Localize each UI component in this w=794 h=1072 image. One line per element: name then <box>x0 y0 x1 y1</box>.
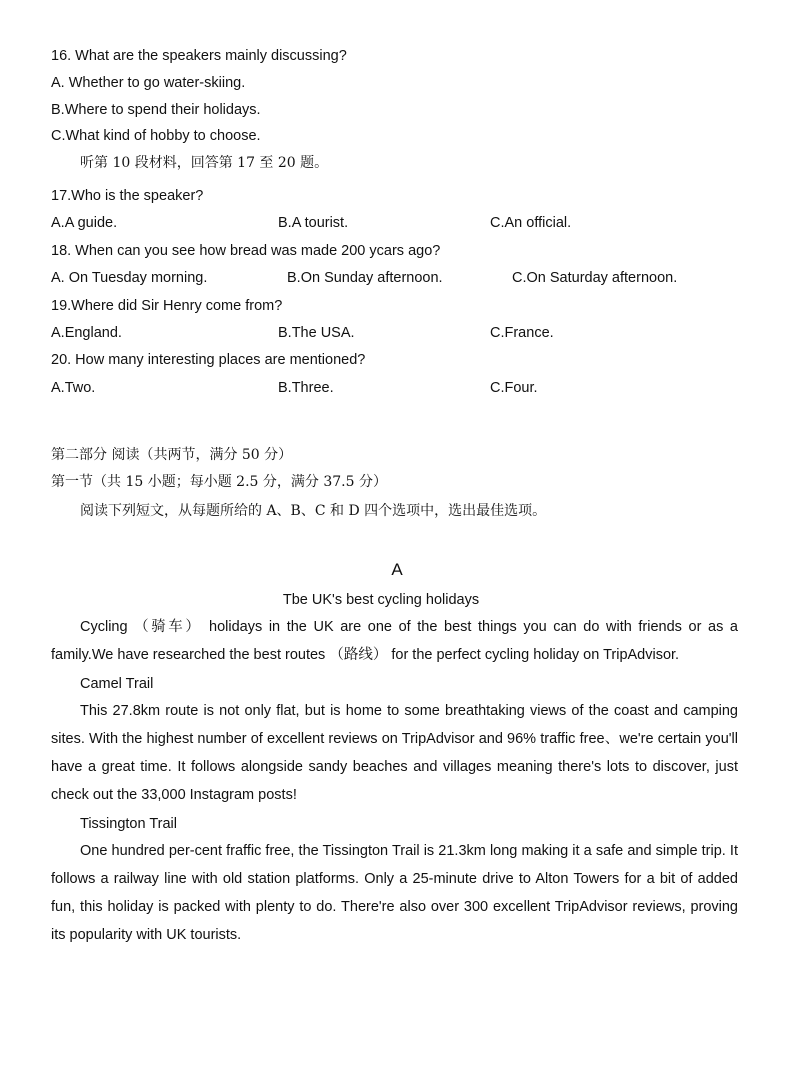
q17-option-a: A.A guide. <box>51 215 118 231</box>
q16-question: 16. What are the speakers mainly discussing? <box>51 48 347 64</box>
passage-letter: A <box>391 560 403 579</box>
q16-option-a: A. Whether to go water-skiing. <box>51 75 246 91</box>
reading-instruction: 阅读下列短文，从每题所给的 A、B、C 和 D 四个选项中，选出最佳选项。 <box>80 503 547 519</box>
q20-option-a: A.Two. <box>51 380 96 396</box>
q20-option-c: C.Four. <box>490 380 538 396</box>
q18-option-c: C.On Saturday afternoon. <box>512 270 678 286</box>
q16-option-c: C.What kind of hobby to choose. <box>51 128 261 144</box>
q17-option-c: C.An official. <box>490 215 572 231</box>
q17-option-b: B.A tourist. <box>278 215 349 231</box>
q18-option-b: B.On Sunday afternoon. <box>287 270 443 286</box>
q19-option-b: B.The USA. <box>278 325 355 341</box>
section-10-instruction: 听第 10 段材料，回答第 17 至 20 题。 <box>80 155 329 171</box>
q18-option-a: A. On Tuesday morning. <box>51 270 208 286</box>
tissington-trail-heading: Tissington Trail <box>80 816 177 832</box>
intro-paragraph: Cycling （骑车） holidays in the UK are one of the best things you can do with friends or as a family.We have researched the best routes （路线） for the perfect cycling holiday on TripAdvisor. <box>51 619 738 663</box>
q20-option-b: B.Three. <box>278 380 334 396</box>
q18-question: 18. When can you see how bread was made 200 ycars ago? <box>51 243 441 259</box>
q19-option-c: C.France. <box>490 325 554 341</box>
q17-question: 17.Who is the speaker? <box>51 188 204 204</box>
q19-question: 19.Where did Sir Henry come from? <box>51 298 283 314</box>
section-title: 第一节（共 15 小题；每小题 2.5 分，满分 37.5 分） <box>51 474 387 490</box>
camel-trail-paragraph: This 27.8km route is not only flat, but is home to some breathtaking views of the coast and camping sites. With the highest number of excellent reviews on TripAdvisor and 96% traffic free、we're certain you'll have a great time. It follows alongside sandy beaches and villages meaning there's lots to discover, just check out the 33,000 Instagram posts! <box>51 703 738 803</box>
q19-option-a: A.England. <box>51 325 122 341</box>
q20-question: 20. How many interesting places are mentioned? <box>51 352 366 368</box>
q16-option-b: B.Where to spend their holidays. <box>51 102 261 118</box>
tissington-trail-paragraph: One hundred per-cent fraffic free, the Tissington Trail is 21.3km long making it a safe and simple trip. It follows a railway line with old station platforms. Only a 25-minute drive to Alton Towers for a bit of added fun, this holiday is packed with plenty to do. There're also over 300 excellent TripAdvisor reviews, proving its popularity with UK tourists. <box>51 843 738 943</box>
part-title: 第二部分 阅读（共两节，满分 50 分） <box>51 447 293 463</box>
passage-title: Tbe UK's best cycling holidays <box>282 592 480 608</box>
camel-trail-heading: Camel Trail <box>80 676 154 692</box>
